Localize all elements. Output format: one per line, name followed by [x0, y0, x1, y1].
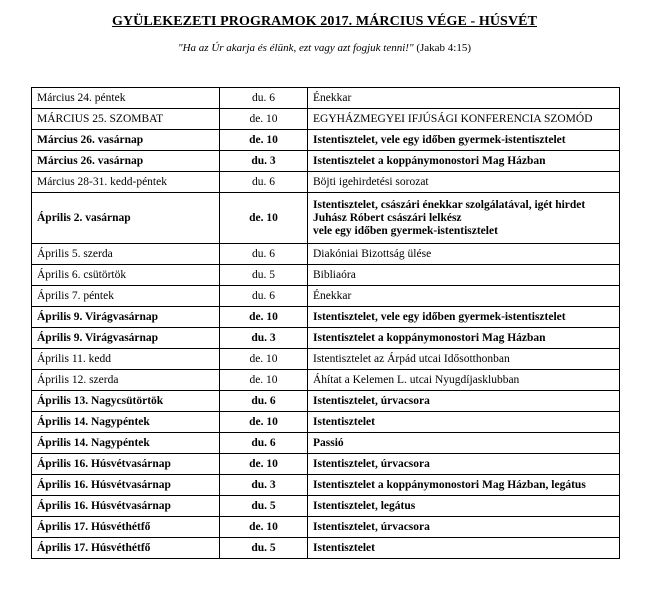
time-cell: du. 6	[220, 286, 308, 307]
time-cell: du. 5	[220, 265, 308, 286]
event-cell: Istentisztelet, császári énekkar szolgálatával, igét hirdet Juhász Róbert császári lelkész vele egy időben gyermek-istentisztelet	[308, 193, 620, 244]
page-title: GYÜLEKEZETI PROGRAMOK 2017. MÁRCIUS VÉGE - HÚSVÉT	[111, 14, 538, 29]
event-cell: Diakóniai Bizottság ülése	[308, 244, 620, 265]
time-cell: de. 10	[220, 454, 308, 475]
date-cell: Április 2. vasárnap	[32, 193, 220, 244]
time-cell: du. 6	[220, 88, 308, 109]
table-row	[32, 109, 620, 130]
time-cell: du. 6	[220, 433, 308, 454]
date-cell: MÁRCIUS 25. SZOMBAT	[32, 109, 220, 130]
event-cell: Bibliaóra	[308, 265, 620, 286]
date-cell: Április 16. Húsvétvasárnap	[32, 496, 220, 517]
event-cell: Istentisztelet	[308, 412, 620, 433]
table-row	[32, 349, 620, 370]
date-cell: Április 14. Nagypéntek	[32, 433, 220, 454]
event-cell: Istentisztelet a koppánymonostori Mag Házban	[308, 328, 620, 349]
schedule-body	[32, 88, 620, 559]
table-row	[32, 307, 620, 328]
event-cell: Istentisztelet, úrvacsora	[308, 454, 620, 475]
table-row	[32, 130, 620, 151]
motto	[0, 42, 649, 54]
date-cell: Április 11. kedd	[32, 349, 220, 370]
time-cell: du. 6	[220, 391, 308, 412]
date-cell: Április 6. csütörtök	[32, 265, 220, 286]
event-cell: Istentisztelet, úrvacsora	[308, 391, 620, 412]
event-cell: Istentisztelet	[308, 538, 620, 559]
table-row	[32, 88, 620, 109]
time-cell: du. 3	[220, 475, 308, 496]
date-cell: Április 9. Virágvasárnap	[32, 328, 220, 349]
event-cell: Énekkar	[308, 286, 620, 307]
time-cell: du. 3	[220, 328, 308, 349]
time-cell: du. 5	[220, 496, 308, 517]
table-row	[32, 265, 620, 286]
date-cell: Április 16. Húsvétvasárnap	[32, 454, 220, 475]
date-cell: Április 16. Húsvétvasárnap	[32, 475, 220, 496]
table-row	[32, 286, 620, 307]
table-row	[32, 475, 620, 496]
event-cell: Istentisztelet az Árpád utcai Idősotthonban	[308, 349, 620, 370]
event-cell: EGYHÁZMEGYEI IFJÚSÁGI KONFERENCIA SZOMÓD	[308, 109, 620, 130]
time-cell: de. 10	[220, 193, 308, 244]
date-cell: Április 17. Húsvéthétfő	[32, 538, 220, 559]
date-cell: Április 7. péntek	[32, 286, 220, 307]
table-row	[32, 454, 620, 475]
event-cell: Passió	[308, 433, 620, 454]
event-cell: Istentisztelet, legátus	[308, 496, 620, 517]
time-cell: de. 10	[220, 517, 308, 538]
time-cell: du. 6	[220, 244, 308, 265]
table-row	[32, 538, 620, 559]
date-cell: Április 13. Nagycsütörtök	[32, 391, 220, 412]
date-cell: Március 28-31. kedd-péntek	[32, 172, 220, 193]
time-cell: de. 10	[220, 130, 308, 151]
table-row	[32, 193, 620, 244]
event-cell: Énekkar	[308, 88, 620, 109]
time-cell: du. 3	[220, 151, 308, 172]
event-cell: Istentisztelet a koppánymonostori Mag Házban	[308, 151, 620, 172]
table-row	[32, 244, 620, 265]
date-cell: Április 14. Nagypéntek	[32, 412, 220, 433]
event-cell: Istentisztelet a koppánymonostori Mag Házban, legátus	[308, 475, 620, 496]
time-cell: de. 10	[220, 370, 308, 391]
date-cell: Április 9. Virágvasárnap	[32, 307, 220, 328]
table-row	[32, 517, 620, 538]
date-cell: Április 17. Húsvéthétfő	[32, 517, 220, 538]
date-cell: Március 26. vasárnap	[32, 151, 220, 172]
event-cell: Áhítat a Kelemen L. utcai Nyugdíjasklubban	[308, 370, 620, 391]
time-cell: de. 10	[220, 349, 308, 370]
event-cell: Böjti igehirdetési sorozat	[308, 172, 620, 193]
date-cell: Március 24. péntek	[32, 88, 220, 109]
event-cell: Istentisztelet, úrvacsora	[308, 517, 620, 538]
time-cell: du. 5	[220, 538, 308, 559]
table-row	[32, 433, 620, 454]
time-cell: du. 6	[220, 172, 308, 193]
event-cell: Istentisztelet, vele egy időben gyermek-istentisztelet	[308, 130, 620, 151]
table-row	[32, 412, 620, 433]
motto-reference: (Jakab 4:15)	[416, 42, 472, 54]
date-cell: Április 5. szerda	[32, 244, 220, 265]
time-cell: de. 10	[220, 307, 308, 328]
time-cell: de. 10	[220, 109, 308, 130]
time-cell: de. 10	[220, 412, 308, 433]
date-cell: Március 26. vasárnap	[32, 130, 220, 151]
date-cell: Április 12. szerda	[32, 370, 220, 391]
motto-quote: "Ha az Úr akarja és élünk, ezt vagy azt fogjuk tenni!"	[177, 42, 414, 54]
schedule-table	[31, 87, 620, 559]
table-row	[32, 172, 620, 193]
table-row	[32, 496, 620, 517]
table-row	[32, 391, 620, 412]
table-row	[32, 370, 620, 391]
table-row	[32, 151, 620, 172]
table-row	[32, 328, 620, 349]
event-cell: Istentisztelet, vele egy időben gyermek-istentisztelet	[308, 307, 620, 328]
